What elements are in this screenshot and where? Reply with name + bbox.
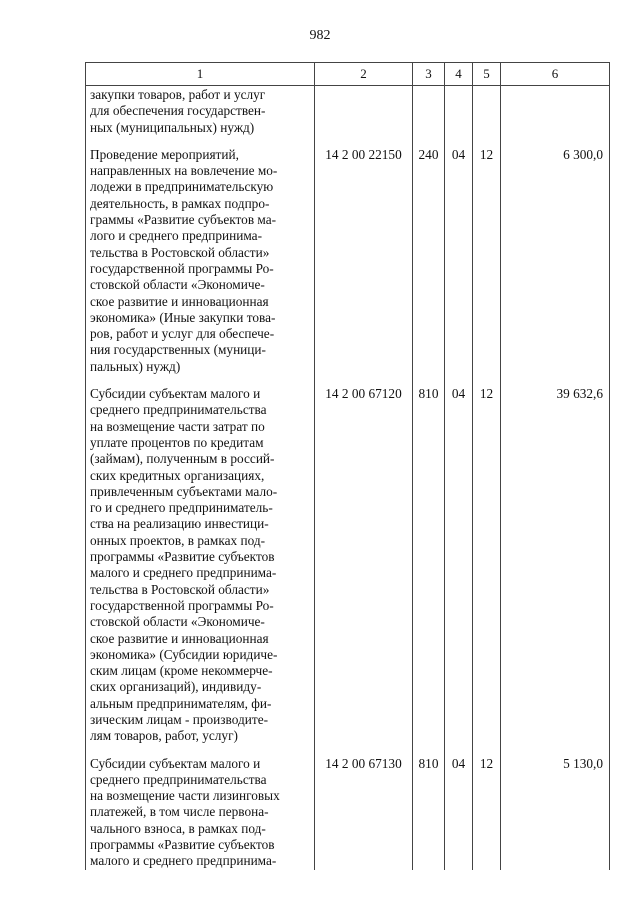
section-code: 04 <box>445 385 473 755</box>
description-line: (займам), полученным в россий- <box>90 451 275 467</box>
expense-type-code: 810 <box>413 755 445 870</box>
description-line: среднего предпринимательства <box>90 402 267 418</box>
target-article-code <box>315 86 413 146</box>
description-line: ства на реализацию инвестици- <box>90 516 269 532</box>
description-line: ских кредитных организациях, <box>90 467 265 483</box>
description-line: на возмещение части лизинговых <box>90 788 280 804</box>
row-description <box>86 86 315 146</box>
description-line: ния государственных (муници- <box>90 342 266 358</box>
description-line: ных (муниципальных) нужд) <box>90 119 255 135</box>
description-line: пальных) нужд) <box>90 358 181 374</box>
description-line: Субсидии субъектам малого и <box>90 386 261 402</box>
description-line: государственной программы Ро- <box>90 597 274 613</box>
budget-table-container <box>85 62 609 870</box>
expense-type-code: 240 <box>413 146 445 385</box>
amount-value: 5 130,0 <box>501 755 610 870</box>
description-line: экономика» (Иные закупки това- <box>90 309 276 325</box>
row-description <box>86 755 315 870</box>
description-line: чального взноса, в рамках под- <box>90 820 266 836</box>
description-line: ское развитие и инновационная <box>90 293 269 309</box>
description-line: малого и среднего предпринима- <box>90 853 277 869</box>
expense-type-code: 810 <box>413 385 445 755</box>
column-header-1: 1 <box>86 63 315 86</box>
description-line: уплате процентов по кредитам <box>90 434 264 450</box>
description-line: ским лицам (кроме некоммерче- <box>90 663 273 679</box>
description-line: стовской области «Экономиче- <box>90 277 265 293</box>
description-line: альным предпринимателям, фи- <box>90 695 272 711</box>
description-line: экономика» (Субсидии юридиче- <box>90 646 278 662</box>
description-line: для обеспечения государствен- <box>90 103 266 119</box>
description-line: привлеченным субъектами мало- <box>90 483 278 499</box>
description-line: закупки товаров, работ и услуг <box>90 87 266 102</box>
column-header-6: 6 <box>501 63 610 86</box>
description-line: ров, работ и услуг для обеспече- <box>90 326 275 342</box>
description-line: лого и среднего предпринима- <box>90 228 262 244</box>
description-line: государственной программы Ро- <box>90 260 274 276</box>
description-line: лям товаров, работ, услуг) <box>90 728 238 744</box>
description-line: тельства в Ростовской области» <box>90 244 270 260</box>
description-line: малого и среднего предпринима- <box>90 565 277 581</box>
budget-table <box>85 62 610 870</box>
description-line: ское развитие и инновационная <box>90 630 269 646</box>
amount-value: 6 300,0 <box>501 146 610 385</box>
section-code: 04 <box>445 146 473 385</box>
subsection-code <box>473 86 501 146</box>
description-line: среднего предпринимательства <box>90 771 267 787</box>
target-article-code: 14 2 00 67130 <box>315 755 413 870</box>
amount-value <box>501 86 610 146</box>
page-number: 982 <box>309 28 331 43</box>
subsection-code: 12 <box>473 385 501 755</box>
description-line: лодежи в предпринимательскую <box>90 179 274 195</box>
description-line: на возмещение части затрат по <box>90 418 265 434</box>
table-row <box>86 385 610 755</box>
section-code <box>445 86 473 146</box>
description-line: программы «Развитие субъектов <box>90 837 275 853</box>
description-line: тельства в Ростовской области» <box>90 581 270 597</box>
amount-value: 39 632,6 <box>501 385 610 755</box>
description-line: деятельность, в рамках подпро- <box>90 195 270 211</box>
subsection-code: 12 <box>473 146 501 385</box>
column-header-3: 3 <box>413 63 445 86</box>
table-row <box>86 86 610 146</box>
description-line: онных проектов, в рамках под- <box>90 532 266 548</box>
expense-type-code <box>413 86 445 146</box>
row-description <box>86 146 315 385</box>
description-line: граммы «Развитие субъектов ма- <box>90 212 277 228</box>
description-line: направленных на вовлечение мо- <box>90 163 278 179</box>
row-description <box>86 385 315 755</box>
description-line: Проведение мероприятий, <box>90 146 239 162</box>
column-header-4: 4 <box>445 63 473 86</box>
description-line: зическим лицам - производите- <box>90 711 269 727</box>
description-line: ских организаций), индивиду- <box>90 679 262 695</box>
table-row <box>86 146 610 385</box>
description-line: го и среднего предприниматель- <box>90 500 273 516</box>
table-body <box>86 86 610 870</box>
description-line: Субсидии субъектам малого и <box>90 755 261 771</box>
table-header-row <box>86 63 610 86</box>
description-line: платежей, в том числе первона- <box>90 804 269 820</box>
subsection-code: 12 <box>473 755 501 870</box>
table-row <box>86 755 610 870</box>
description-line: программы «Развитие субъектов <box>90 549 275 565</box>
column-header-2: 2 <box>315 63 413 86</box>
description-line: стовской области «Экономиче- <box>90 614 265 630</box>
target-article-code: 14 2 00 22150 <box>315 146 413 385</box>
target-article-code: 14 2 00 67120 <box>315 385 413 755</box>
section-code: 04 <box>445 755 473 870</box>
column-header-5: 5 <box>473 63 501 86</box>
